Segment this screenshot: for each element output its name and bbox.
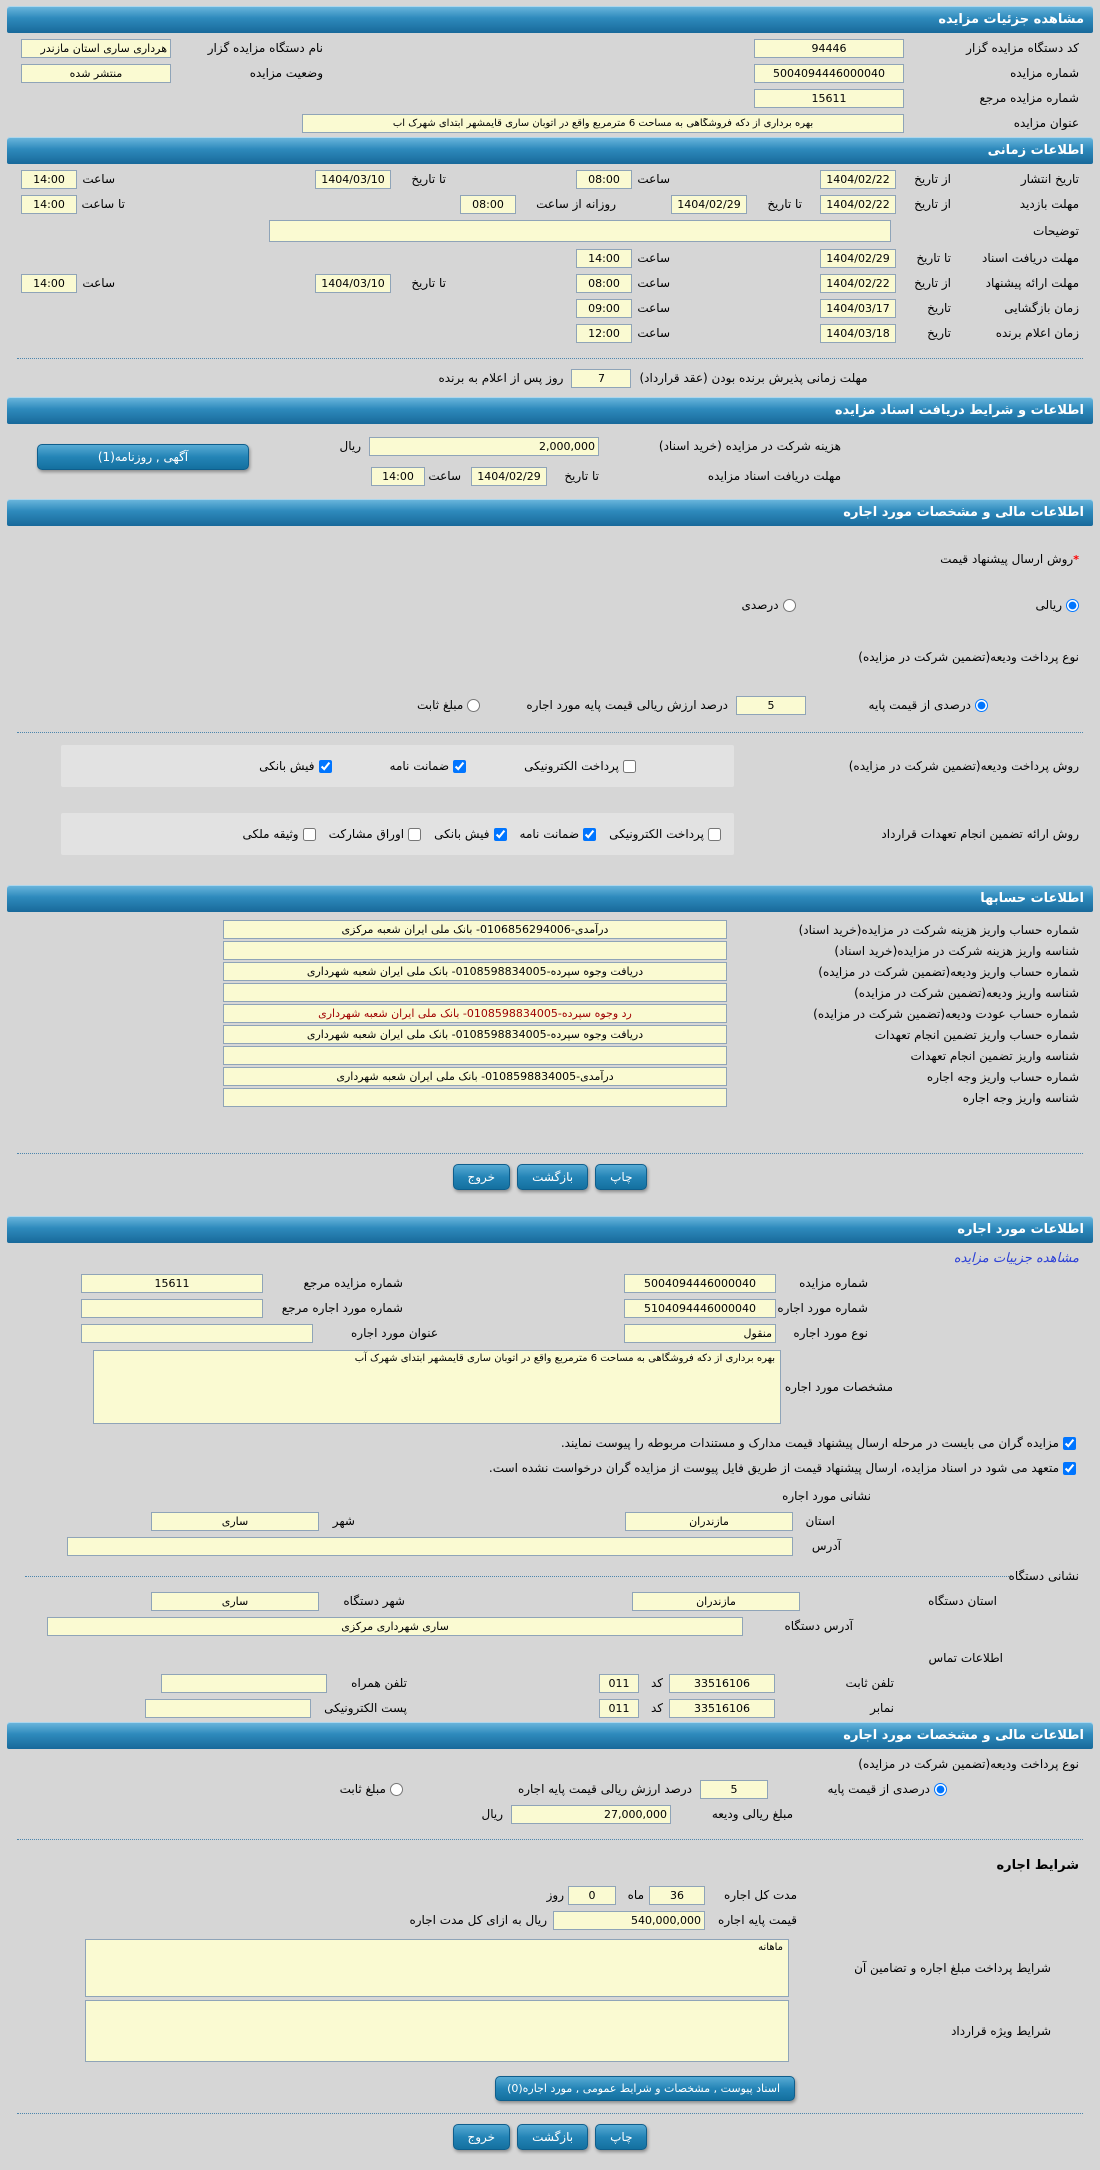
bonds-checkbox[interactable] (408, 828, 421, 841)
opening-time-field[interactable] (576, 299, 632, 318)
row-winner-announce (7, 322, 1093, 344)
send-method-label: روش ارسال پیشنهاد قیمت (940, 552, 1074, 566)
item-ref-no-field[interactable] (81, 1299, 263, 1318)
hour-text: ساعت (637, 326, 670, 340)
percent-of-base-label: درصدی از قیمت پایه (827, 1782, 930, 1796)
section-title: اطلاعات مورد اجاره (957, 1222, 1084, 1237)
account-row (7, 920, 1093, 939)
percent-option-label: درصدی (741, 598, 779, 612)
row-subject (7, 112, 1093, 134)
guarantee-checkbox[interactable] (583, 828, 596, 841)
bonds-label: اوراق مشارکت (328, 827, 405, 841)
epay-checkbox[interactable] (708, 828, 721, 841)
section-header-financial-1 (7, 499, 1093, 526)
phone-label: تلفن ثابت (845, 1676, 894, 1690)
row-visit-deadline (7, 193, 1093, 215)
address-field[interactable] (67, 1537, 793, 1556)
percent-desc-text: درصد ارزش ریالی قیمت پایه اجاره (517, 1782, 692, 1796)
row-auction-numbers (7, 1272, 1093, 1294)
row-item-address-title (7, 1485, 1093, 1507)
deposit-percent-field[interactable] (700, 1780, 768, 1799)
deposit-percent-field[interactable] (736, 696, 806, 715)
newspaper-ad-button[interactable]: آگهی , روزنامه(1) (37, 444, 249, 470)
special-terms-label: شرایط ویژه قرارداد (951, 2024, 1051, 2038)
row-deposit-type-label (7, 646, 1093, 668)
opening-time-label: زمان بازگشایی (1004, 301, 1079, 315)
item-title-field[interactable] (81, 1324, 313, 1343)
deposit-type-label: نوع پرداخت ودیعه(تضمین شرکت در مزایده) (858, 650, 1079, 664)
publish-from-date-field[interactable] (820, 170, 896, 189)
fixed-amount-label: مبلغ ثابت (339, 1782, 386, 1796)
row-deposit-type-options (7, 694, 1093, 716)
from-date-text: از تاریخ (914, 276, 951, 290)
row-rent-terms-title (7, 1854, 1093, 1876)
guarantee-method-label: روش ارائه تضمین انجام تعهدات قرارداد (881, 827, 1079, 841)
dotted-divider (17, 2113, 1083, 2114)
base-price-field[interactable] (553, 1911, 705, 1930)
auction-status-label: وضعیت مزایده (249, 66, 323, 80)
bonds-option (329, 827, 424, 841)
percent-radio[interactable] (783, 599, 796, 612)
device-city-field[interactable] (151, 1592, 319, 1611)
to-hour-text: تا ساعت (81, 197, 125, 211)
phone-field[interactable] (669, 1674, 775, 1693)
opening-date-field[interactable] (820, 299, 896, 318)
bankslip-option (434, 827, 509, 841)
attachments-row (7, 2076, 1093, 2101)
duration-months-field[interactable] (649, 1886, 705, 1905)
offer-to-date-field[interactable] (315, 274, 391, 293)
address-label: آدرس (811, 1539, 841, 1553)
hour-text: ساعت (637, 172, 670, 186)
hour-text: ساعت (637, 301, 670, 315)
hour-text: ساعت (82, 172, 115, 186)
section-title: اطلاعات زمانی (987, 143, 1084, 158)
dotted-divider (17, 1153, 1083, 1154)
account-field[interactable] (223, 1088, 727, 1107)
percent-desc-text: درصد ارزش ریالی قیمت پایه مورد اجاره (526, 698, 728, 712)
auction-ref-field[interactable] (754, 89, 904, 108)
account-row (7, 1046, 1093, 1065)
winner-date-field[interactable] (820, 324, 896, 343)
fixed-amount-radio[interactable] (467, 699, 480, 712)
deposit-amount-label: مبلغ ریالی ودیعه (711, 1807, 793, 1821)
hour-text: ساعت (428, 469, 461, 483)
deposit-amount-field[interactable] (511, 1805, 671, 1824)
account-row (7, 1088, 1093, 1107)
publish-date-label: تاریخ انتشار (1020, 172, 1079, 186)
note2-text: متعهد می شود در اسناد مزایده، ارسال پیشنهاد قیمت از طریق فایل پیوست از مزایده گران درخواست نشده است. (488, 1461, 1059, 1475)
auction-no-label: شماره مزایده (799, 1276, 868, 1290)
from-date-text: از تاریخ (914, 172, 951, 186)
row-send-method-options (7, 594, 1093, 616)
winner-announce-label: زمان اعلام برنده (995, 326, 1079, 340)
guarantee-label: ضمانت نامه (389, 759, 450, 773)
guarantee-option (390, 759, 470, 773)
section-header-timing (7, 137, 1093, 164)
row-pay-terms (7, 1939, 1093, 1997)
account-label: شناسه واریز تضمین انجام تعهدات (910, 1048, 1079, 1063)
auction-number-field[interactable] (754, 64, 904, 83)
docs-deadline-date-field[interactable] (471, 467, 547, 486)
row-number-status (7, 62, 1093, 84)
print-button[interactable]: چاپ (595, 2124, 647, 2150)
section-header-docs-conditions (7, 397, 1093, 424)
section-header-financial-2 (7, 1722, 1093, 1749)
row-docs-receive-deadline (7, 247, 1093, 269)
item-spec-textarea[interactable] (93, 1350, 781, 1424)
row-view-details-link (7, 1247, 1093, 1269)
offer-deadline-label: مهلت ارائه پیشنهاد (985, 276, 1079, 290)
visit-to-date-field[interactable] (671, 195, 747, 214)
email-field[interactable] (145, 1699, 311, 1718)
auction-subject-field[interactable] (302, 114, 904, 133)
section-title: اطلاعات مالی و مشخصات مورد اجاره (843, 1728, 1084, 1743)
item-ref-no-label: شماره مورد اجاره مرجع (281, 1301, 403, 1315)
offer-from-time-field[interactable] (576, 274, 632, 293)
estate-option (243, 827, 319, 841)
section-header-auction-details (7, 6, 1093, 33)
deposit-type-label: نوع پرداخت ودیعه(تضمین شرکت در مزایده) (858, 1757, 1079, 1771)
bankslip-checkbox[interactable] (319, 760, 332, 773)
view-auction-details-link[interactable]: مشاهده جزییات مزایده (953, 1250, 1079, 1266)
bankslip-label: فیش بانکی (259, 759, 315, 773)
phone-code-field[interactable] (599, 1674, 639, 1693)
epay-option (524, 759, 639, 773)
pay-terms-textarea[interactable] (85, 1939, 789, 1997)
row-item-address (7, 1535, 1093, 1557)
auction-number-label: شماره مزایده (1010, 66, 1079, 80)
row-phone (7, 1672, 1093, 1694)
account-row (7, 941, 1093, 960)
fax-label: نمابر (870, 1701, 894, 1715)
visit-from-date-field[interactable] (820, 195, 896, 214)
offer-from-date-field[interactable] (820, 274, 896, 293)
agency-name-label: نام دستگاه مزایده گزار (207, 41, 323, 55)
guarantee-method-band (61, 813, 734, 855)
guarantee-checkbox[interactable] (453, 760, 466, 773)
rial-unit-text: ریال (481, 1807, 503, 1821)
participation-fee-label: هزینه شرکت در مزایده (خرید اسناد) (658, 439, 841, 453)
row-device-province-city (7, 1590, 1093, 1612)
percent-of-base-radio[interactable] (934, 1783, 947, 1796)
city-label: شهر (332, 1514, 355, 1528)
auction-code-field[interactable] (754, 39, 904, 58)
account-label: شناسه واریز هزینه شرکت در مزایده(خرید اسناد) (834, 943, 1079, 958)
epay-label: پرداخت الکترونیکی (609, 827, 704, 841)
account-field[interactable] (223, 962, 727, 981)
row-device-address-title (7, 1565, 1093, 1587)
account-field[interactable] (223, 1046, 727, 1065)
section-title: اطلاعات مالی و مشخصات مورد اجاره (843, 505, 1084, 520)
rent-duration-label: مدت کل اجاره (724, 1888, 797, 1902)
auction-ref-label: شماره مزایده مرجع (979, 91, 1079, 105)
device-address-field[interactable] (47, 1617, 743, 1636)
device-address-title: نشانی دستگاه (1008, 1569, 1079, 1583)
row-note-2 (7, 1457, 1093, 1479)
row-deposit-type-label-2 (7, 1753, 1093, 1775)
acceptance-pre-text: مهلت زمانی پذیرش برنده بودن (عقد قرارداد) (639, 371, 868, 385)
device-city-label: شهر دستگاه (343, 1594, 405, 1608)
section-header-accounts (7, 885, 1093, 912)
row-item-type-title (7, 1322, 1093, 1344)
publish-to-date-field[interactable] (315, 170, 391, 189)
docs-receive-label: مهلت دریافت اسناد (981, 251, 1079, 265)
date-text: تاریخ (927, 301, 951, 315)
to-date-text: تا تاریخ (564, 469, 599, 483)
row-deposit-pay-methods (7, 745, 1093, 787)
row-rent-duration (7, 1884, 1093, 1906)
month-word: ماه (627, 1888, 644, 1902)
guarantee-label: ضمانت نامه (519, 827, 580, 841)
base-price-label: قیمت پایه اجاره (718, 1913, 797, 1927)
fax-field[interactable] (669, 1699, 775, 1718)
hour-text: ساعت (637, 276, 670, 290)
page-actions-bottom (7, 2124, 1093, 2150)
account-label: شماره حساب واریز تضمین انجام تعهدات (874, 1027, 1079, 1042)
account-row (7, 962, 1093, 981)
area-code-label: کد (650, 1676, 663, 1690)
account-label: شماره حساب واریز هزینه شرکت در مزایده(خرید اسناد) (798, 922, 1079, 937)
epay-option (609, 827, 724, 841)
account-label: شماره حساب عودت ودیعه(تضمین شرکت در مزایده) (813, 1006, 1079, 1021)
duration-days-field[interactable] (568, 1886, 616, 1905)
to-date-text: تا تاریخ (411, 172, 446, 186)
account-field[interactable] (223, 920, 727, 939)
row-notes (7, 218, 1093, 244)
row-send-method-label (7, 548, 1093, 570)
auction-ref-no-label: شماره مزایده مرجع (303, 1276, 403, 1290)
fixed-amount-radio[interactable] (390, 1783, 403, 1796)
row-winner-acceptance (7, 367, 1093, 389)
item-title-label: عنوان مورد اجاره (350, 1326, 438, 1340)
date-text: تاریخ (927, 326, 951, 340)
rial-unit-text: ریال (339, 439, 361, 453)
row-deposit-amount (7, 1803, 1093, 1825)
epay-checkbox[interactable] (623, 760, 636, 773)
province-label: استان (805, 1514, 835, 1528)
row-guarantee-methods (7, 813, 1093, 855)
visit-deadline-label: مهلت بازدید (1019, 197, 1079, 211)
item-spec-label: مشخصات مورد اجاره (784, 1380, 893, 1394)
dotted-divider (25, 1576, 1009, 1577)
docs-deadline-time-field[interactable] (371, 467, 425, 486)
to-date-text: تا تاریخ (767, 197, 802, 211)
account-field[interactable] (223, 1067, 727, 1086)
row-item-province-city (7, 1510, 1093, 1532)
row-publish-date (7, 168, 1093, 190)
day-word: روز (546, 1888, 564, 1902)
row-device-address (7, 1615, 1093, 1637)
deposit-pay-method-band (61, 745, 734, 787)
device-province-label: استان دستگاه (928, 1594, 997, 1608)
docs-receive-date-field[interactable] (820, 249, 896, 268)
item-no-field[interactable] (624, 1299, 776, 1318)
section-header-rent-item (7, 1216, 1093, 1243)
print-button[interactable]: چاپ (595, 1164, 647, 1190)
account-row (7, 1067, 1093, 1086)
note1-checkbox[interactable] (1063, 1437, 1076, 1450)
acceptance-days-field[interactable] (571, 369, 631, 388)
auction-subject-label: عنوان مزایده (1013, 116, 1079, 130)
dotted-divider (17, 732, 1083, 733)
auction-ref-no-field[interactable] (81, 1274, 263, 1293)
daily-from-hour-text: روزانه از ساعت (536, 197, 616, 211)
city-field[interactable] (151, 1512, 319, 1531)
row-special-terms (7, 2000, 1093, 2062)
account-label: شماره حساب واریز ودیعه(تضمین شرکت در مزایده) (818, 964, 1079, 979)
row-deposit-type-options-2 (7, 1778, 1093, 1800)
account-field[interactable] (223, 1025, 727, 1044)
mobile-label: تلفن همراه (351, 1676, 407, 1690)
docs-conditions-block (7, 428, 1093, 496)
row-opening-time (7, 297, 1093, 319)
to-date-text: تا تاریخ (411, 276, 446, 290)
section-title: اطلاعات و شرایط دریافت اسناد مزایده (834, 403, 1084, 418)
docs-receive-time-field[interactable] (576, 249, 632, 268)
hour-text: ساعت (82, 276, 115, 290)
bankslip-label: فیش بانکی (434, 827, 490, 841)
publish-from-time-field[interactable] (576, 170, 632, 189)
area-code-label: کد (650, 1701, 663, 1715)
notes-label: توضیحات (1032, 224, 1079, 238)
item-type-field[interactable] (624, 1324, 776, 1343)
hour-text: ساعت (637, 251, 670, 265)
device-address-label: آدرس دستگاه (784, 1619, 853, 1633)
page-actions (7, 1164, 1093, 1190)
to-date-text: تا تاریخ (916, 251, 951, 265)
docs-deadline-label: مهلت دریافت اسناد مزایده (707, 469, 841, 483)
mobile-field[interactable] (161, 1674, 327, 1693)
account-row (7, 1025, 1093, 1044)
row-code-name (7, 37, 1093, 59)
special-terms-textarea[interactable] (85, 2000, 789, 2062)
visit-to-time-field[interactable] (21, 195, 77, 214)
account-label: شناسه واریز ودیعه(تضمین شرکت در مزایده) (854, 985, 1079, 1000)
row-item-numbers (7, 1297, 1093, 1319)
account-field-refund[interactable] (223, 1004, 727, 1023)
row-base-price (7, 1909, 1093, 1931)
publish-to-time-field[interactable] (21, 170, 77, 189)
item-type-label: نوع مورد اجاره (793, 1326, 868, 1340)
row-contact-title (7, 1647, 1093, 1669)
agency-name-field[interactable] (21, 39, 171, 58)
rent-terms-title: شرایط اجاره (996, 1857, 1079, 1873)
notes-field[interactable] (269, 220, 891, 242)
estate-label: وثیقه ملکی (242, 827, 299, 841)
estate-checkbox[interactable] (303, 828, 316, 841)
back-button[interactable]: بازگشت (517, 2124, 588, 2150)
item-address-title: نشانی مورد اجاره (782, 1489, 871, 1503)
account-field[interactable] (223, 941, 727, 960)
exit-button[interactable]: خروج (453, 2124, 511, 2150)
dotted-divider (17, 358, 1083, 359)
row-ref-number (7, 87, 1093, 109)
fax-code-field[interactable] (599, 1699, 639, 1718)
province-field[interactable] (625, 1512, 793, 1531)
back-button[interactable]: بازگشت (517, 1164, 588, 1190)
auction-no-field[interactable] (624, 1274, 776, 1293)
item-no-label: شماره مورد اجاره (777, 1301, 868, 1315)
account-row (7, 983, 1093, 1002)
offer-to-time-field[interactable] (21, 274, 77, 293)
row-item-spec (7, 1350, 1093, 1424)
attached-docs-button[interactable]: اسناد پیوست , مشخصات و شرایط عمومی , مورد اجاره(0) (495, 2076, 795, 2101)
percent-of-base-radio[interactable] (975, 699, 988, 712)
dotted-divider (17, 1839, 1083, 1840)
row-note-1 (7, 1432, 1093, 1454)
epay-label: پرداخت الکترونیکی (524, 759, 619, 773)
fixed-amount-label: مبلغ ثابت (417, 698, 464, 712)
row-offer-deadline (7, 272, 1093, 294)
rial-radio[interactable] (1066, 599, 1079, 612)
exit-button[interactable]: خروج (453, 1164, 511, 1190)
accounts-block (7, 920, 1093, 1107)
from-date-text: از تاریخ (914, 197, 951, 211)
account-row (7, 1004, 1093, 1023)
participation-fee-field[interactable] (369, 437, 599, 456)
base-price-desc: ریال به ازای کل مدت اجاره (409, 1913, 547, 1927)
account-label: شناسه واریز وجه اجاره (962, 1090, 1079, 1105)
device-province-field[interactable] (632, 1592, 800, 1611)
pay-terms-label: شرایط پرداخت مبلغ اجاره و تضامین آن (854, 1961, 1051, 1975)
required-asterisk: * (1073, 552, 1079, 566)
section-title: اطلاعات حسابها (980, 891, 1084, 906)
visit-from-time-field[interactable] (460, 195, 516, 214)
note2-checkbox[interactable] (1063, 1462, 1076, 1475)
bankslip-option (259, 759, 334, 773)
row-fax (7, 1697, 1093, 1719)
acceptance-post-text: روز پس از اعلام به برنده (438, 371, 564, 385)
percent-of-base-label: درصدی از قیمت پایه (868, 698, 971, 712)
guarantee-option (520, 827, 600, 841)
account-label: شماره حساب واریز وجه اجاره (926, 1069, 1079, 1084)
account-field[interactable] (223, 983, 727, 1002)
note1-text: مزایده گران می بایست در مرحله ارسال پیشنهاد قیمت مدارک و مستندات مربوطه را پیوست نمایند. (560, 1436, 1059, 1450)
auction-status-field[interactable] (21, 64, 171, 83)
contact-info-title: اطلاعات تماس (928, 1651, 1003, 1665)
winner-time-field[interactable] (576, 324, 632, 343)
deposit-pay-method-label: روش پرداخت ودیعه(تضمین شرکت در مزایده) (848, 759, 1079, 773)
email-label: پست الکترونیکی (324, 1701, 407, 1715)
auction-code-label: کد دستگاه مزایده گزار (966, 41, 1079, 55)
rial-option-label: ریالی (1035, 598, 1062, 612)
section-title: مشاهده جزئیات مزایده (938, 12, 1084, 27)
bankslip-checkbox[interactable] (494, 828, 507, 841)
